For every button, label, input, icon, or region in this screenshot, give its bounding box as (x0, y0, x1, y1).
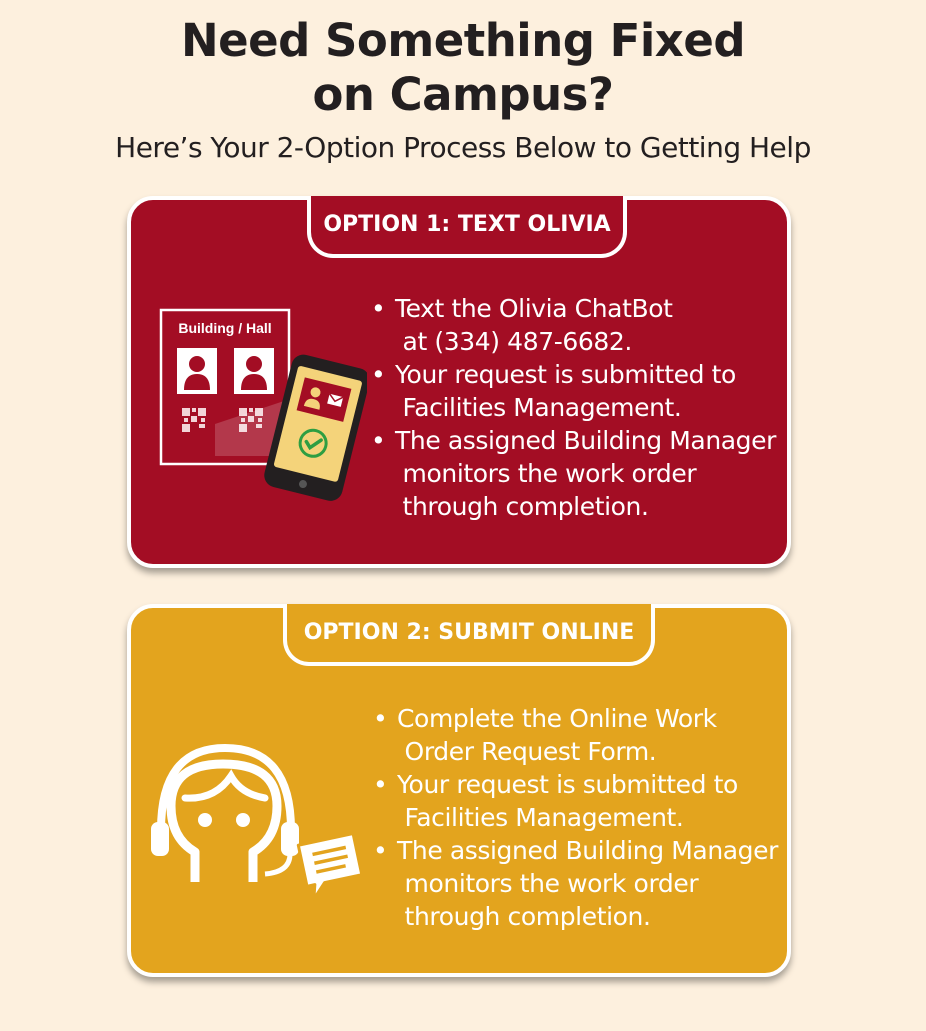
list-item: • The assigned Building Manager monitors the work order through completion. (369, 834, 778, 933)
text-olivia-illustration (157, 306, 367, 502)
headset-agent-icon (145, 742, 365, 902)
page-title-line-1: Need Something Fixed (180, 14, 746, 67)
list-item: • Your request is submitted to Facilities Management. (367, 358, 776, 424)
option-1-bullet-list (367, 292, 776, 523)
list-item: • Your request is submitted to Facilities Management. (369, 768, 778, 834)
option-2-tab: OPTION 2: SUBMIT ONLINE (283, 604, 655, 666)
option-1-card (127, 196, 791, 568)
option-2-card (127, 604, 791, 977)
page-title-line-2: on Campus? (312, 68, 614, 121)
page-title (0, 14, 926, 122)
document-speech-bubble-icon (298, 834, 364, 900)
person-icon (234, 348, 274, 394)
option-2-bullet-list (369, 702, 778, 933)
sign-label: Building / Hall (178, 320, 272, 336)
person-icon (177, 348, 217, 394)
option-1-tab: OPTION 1: TEXT OLIVIA (307, 196, 627, 258)
list-item: • The assigned Building Manager monitors the work order through completion. (367, 424, 776, 523)
page-subtitle: Here’s Your 2-Option Process Below to Getting Help (115, 131, 811, 164)
list-item: • Text the Olivia ChatBot at (334) 487-6682. (367, 292, 776, 358)
list-item: • Complete the Online Work Order Request Form. (369, 702, 778, 768)
